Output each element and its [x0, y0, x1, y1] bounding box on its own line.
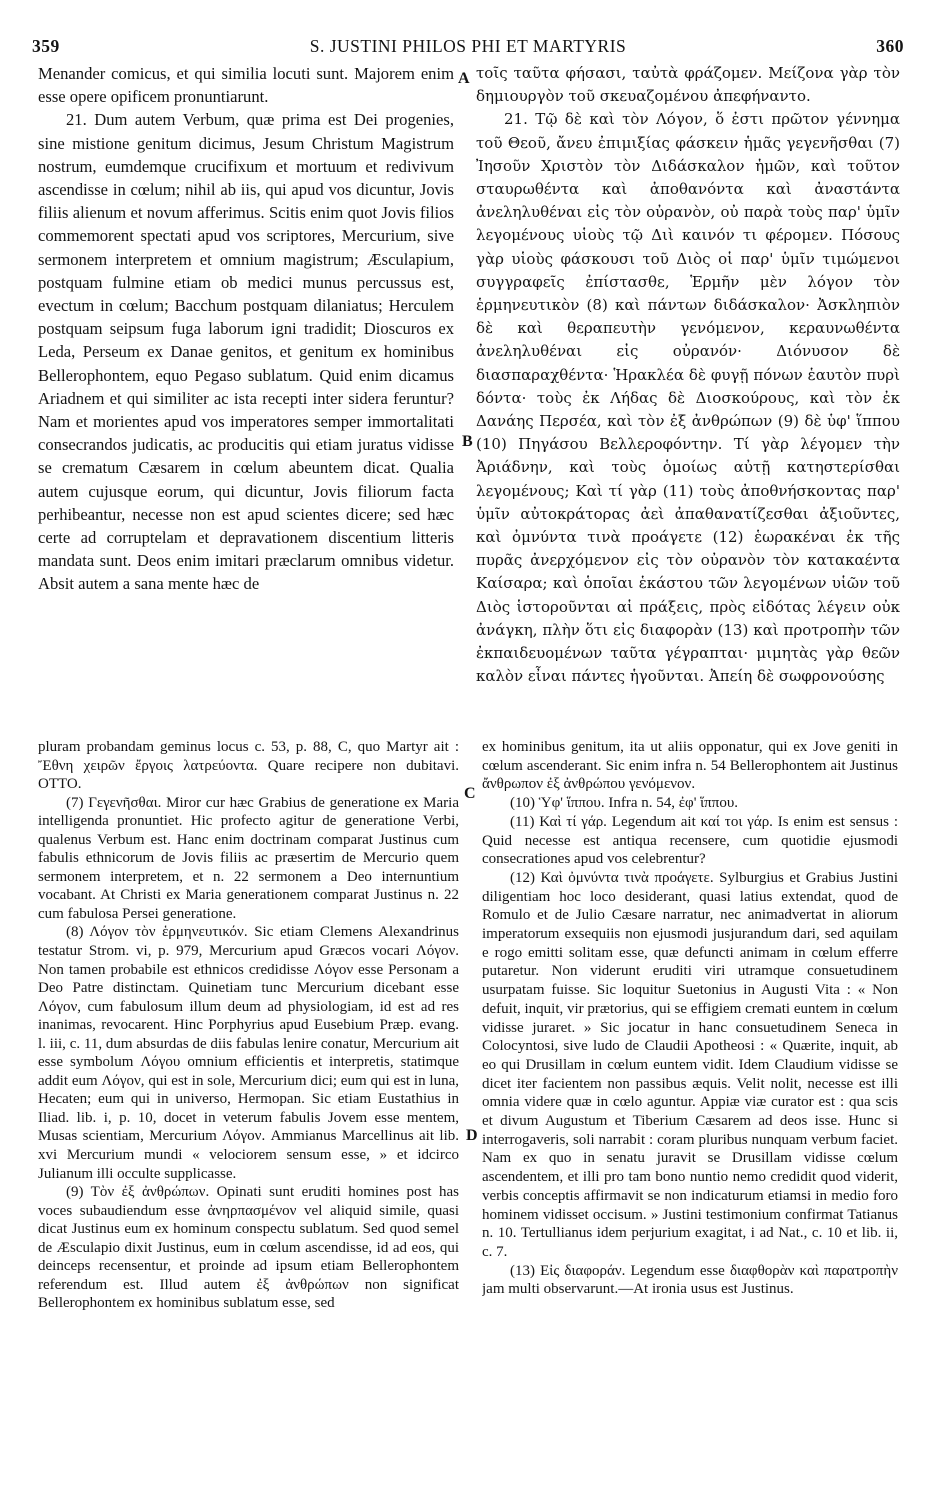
running-title: S. JUSTINI PHILOS PHI ET MARTYRIS: [309, 36, 627, 56]
footnote-paragraph: pluram probandam geminus locus c. 53, p. 88, C, quo Martyr ait : Ἔθνη χειρῶν ἔργοις λατρεύοντα. Quare recipere non dubitavi. OTTO.: [38, 739, 459, 793]
page-header: [32, 30, 904, 60]
footnote-12: (12) Καὶ ὀμνύντα τινὰ προάγετε. Sylburgius et Grabius Justini diligentiam hoc loco desiderant, quasi latius extendat, quod de Romulo et de Julio Cæsare narratur, nec animadvertat in aliorum imperatorum exsequiis non ejusmodi jusjurandum dari, sed aquilam e rogo emitti solitam esse, quæ defuncti animam in cœlum efferre putaretur. Non viderunt eruditi viri utramque consuetudinem usurpatam fuisse. Sic loquitur Suetonius in Augusti Vita : « Non defuit, inquit, vir prætorius, qui se effigiem cremati euntem in cœlum vidisse juraret. » Sic jocatur in hanc consuetudinem Seneca in Colocyntosi, sive ludo de Claudii Apotheosi : « Quærite, inquit, ab eo qui Drusillam in cœlum euntem vidit. Idem Claudium vidisse se dicet iter facientem non passibus æquis. Velit nolit, necesse est illi omnia videre quæ in cœlo aguntur. Appiæ viæ curator est : qua scis et divum Augustum et Tiberium Cæsarem ad deos isse. Hunc si interrogaveris, soli narrabit : coram pluribus nunquam verbum faciet. Nam ex quo in senatu juravit se Drusillam vidisse cœlum ascendentem, et illi pro tam bono nuntio nemo credidit quod viderit, verbis conceptis affirmavit se non indicaturum etiamsi in medio foro hominem vidisset occisum. » Justini testimonium confirmat Tatianus n. 10. Tertullianus idem perjurium exagitat, i ad Nat., c. 10 et lib. ii, c. 7.: [482, 869, 898, 1260]
latin-paragraph: Menander comicus, et qui similia locuti sunt. Majorem enim esse opere opificem pronuntiarunt.: [38, 64, 454, 107]
margin-letter-d: D: [466, 1127, 478, 1144]
footnote-paragraph: ex hominibus genitum, ita ut aliis opponatur, qui ex Jove geniti in cœlum ascenderant. Sic enim infra n. 54 Bellerophontem ait Justinus ἄνθρωπον ἐξ ἀνθρώπου γενόμενον.: [482, 739, 898, 793]
greek-paragraph: 21. Τῷ δὲ καὶ τὸν Λόγον, ὅ ἐστι πρῶτον γέννημα τοῦ Θεοῦ, ἄνευ ἐπιμιξίας φάσκειν ἡμᾶς γεγενῆσθαι (7) Ἰησοῦν Χριστὸν τὸν Διδάσκαλον ἡμῶν, καὶ τοῦτον σταυρωθέντα καὶ ἀποθανόντα καὶ ἀναστάντα ἀνεληλυθέναι εἰς τὸν οὐρανὸν, οὐ παρὰ τοὺς παρ' ὑμῖν λεγομένους υἱοὺς τῷ Διὶ καινόν τι φέρομεν. Πόσους γὰρ υἱοὺς φάσκουσι τοῦ Διὸς οἱ παρ' ὑμῖν τιμώμενοι συγγραφεῖς ἐπίστασθε, Ἑρμῆν μὲν λόγον τὸν ἑρμηνευτικὸν (8) καὶ πάντων διδάσκαλον· Ἀσκληπιὸν δὲ καὶ θεραπευτὴν γενόμενον, κεραυνωθέντα ἀνεληλυθέναι εἰς οὐρανόν· Διόνυσον δὲ διασπαραχθέντα· Ἡρακλέα δὲ φυγῇ πόνων ἑαυτὸν πυρὶ δόντα· τοὺς ἐκ Λήδας δὲ Διοσκούρους, καὶ τὸν ἐκ Δανάης Περσέα, καὶ τὸν ἐξ ἀνθρώπων (9) δὲ ὑφ' ἵππου (10) Πηγάσου Βελλεροφόντην. Τί γὰρ λέγομεν τὴν Ἀριάδνην, καὶ τοὺς ὁμοίως αὐτῇ κατηστερίσθαι λεγομένους; Καὶ τί γὰρ (11) τοὺς ἀποθνήσκοντας παρ' ὑμῖν αὐτοκράτορας ἀεὶ ἀπαθανατίζεσθαι ἀξιοῦντες, καὶ ὀμνύντα τινὰ προάγετε (12) ἑωρακέναι ἐκ τῆς πυρᾶς ἀνερχόμενον εἰς τὸν οὐρανὸν τὸν κατακαέντα Καίσαρα; καὶ ὁποῖαι ἑκάστου τῶν λεγομένων υἱῶν τοῦ Διὸς ἱστοροῦνται αἱ πράξεις, πρὸς εἰδότας λέγειν οὐκ ἀνάγκη, πλὴν ὅτι εἰς διαφορὰν (13) καὶ προτροπὴν τῶν ἐκπαιδευομένων ταῦτα γέγραπται· μιμητὰς γὰρ θεῶν καλὸν εἶναι πάντες ἡγοῦνται. Ἀπείη δὲ σωφρονούσης: [476, 110, 900, 686]
greek-text-column: [476, 62, 900, 712]
margin-letter-b: B: [462, 433, 473, 450]
footnote-10: (10) Ὑφ' ἵππου. Infra n. 54, ἐφ' ἵππου.: [510, 795, 739, 812]
footnotes-left-column: [38, 738, 459, 1493]
footnote-11: (11) Καὶ τί γάρ. Legendum ait καί τοι γάρ. Is enim est sensus : Quid necesse est antiqua recensere, cum quotidie ejusmodi consecrationes apud vos celebrentur?: [482, 813, 898, 868]
footnote-7: (7) Γεγενῆσθαι. Miror cur hæc Grabius de generatione ex Maria intelligenda pronuntiet. Hic profecto agitur de generatione Verbi, qualenus Verbum est. Hanc enim doctrinam comparat Justinus cum fabulis ethnicorum de Jovis filiis ac præsertim de Mercurio quem sermonem interpretem, et n. 22 sermonem a Deo internuntium vocabant. At Christi ex Maria generationem comparat Justinus n. 22 cum fabulosa Persei generatione.: [38, 794, 459, 922]
footnote-8: (8) Λόγον τὸν ἑρμηνευτικόν. Sic etiam Clemens Alexandrinus testatur Strom. vi, p. 979, Mercurium apud Græcos vocari Λόγον. Non tamen probabile est ethnicos credidisse Λόγον esse Personam a Deo Patre distinctam. Quinetiam tunc Mercurium dicebant esse Λόγον, cum fabulosum illum deum ad physiologiam, id est ad res inanimas, revocarent. Hinc Porphyrius apud Eusebium Præp. evang. l. iii, c. 11, dum absurdas de diis fabulas lenire conatur, Mercurium ait esse symbolum Λόγου omnium efficientis et interpretis, statimque addit eum Λόγον, qui est in sole, Mercurium dici; eum qui est in luna, Hecaten; eum qui in universo, Hermopan. Sic etiam Eustathius in Iliad. lib. i, p. 10, docet in veterum fabulis Jovem esse mentem, Musas scientiam, Mercurium Λόγον. Ammianus Marcellinus ait lib. xvi Mercurium mundi « velociorem sensum esse, » et idcirco Julianum illi occulte supplicasse.: [38, 924, 459, 1182]
page-number-right: 360: [876, 36, 904, 56]
footnotes-right-column: [482, 738, 898, 1493]
latin-text-column: [38, 62, 454, 712]
page-number-left: 359: [32, 36, 60, 56]
latin-paragraph: 21. Dum autem Verbum, quæ prima est Dei progenies, sine mistione genitum dicimus, Jesum Christum Magistrum nostrum, eumdemque crucifixum et mortuum et redivivum ascendisse in cœlum; nihil ab iis, qui apud vos dicuntur, Jovis filiis alienum et novum afferimus. Scitis enim quot Jovis filios commemorent spectati apud vos scriptores, Mercurium, sive sermonem interpretem et omnium magistrum; Æsculapium, postquam fulmine etiam ob medici munus percussus est, evectum in cœlum; Bacchum postquam dilaniatus; Herculem postquam seipsum fuga laborum igni tradidit; Dioscuros ex Leda, Perseum ex Danae genitos, et genitum ex hominibus Bellerophontem, equo Pegaso sublatum. Quid enim dicamus Ariadnem et qui similiter ac ista recepti inter sidera feruntur? Nam et morientes apud vos imperatores semper immortalitati consecrandos judicatis, ac producitis qui etiam juratus vidisse se crematum Cæsarem in cœlum abeuntem dicat. Qualia autem cujusque eorum, qui dicuntur, Jovis filiorum facta perhibeantur, necesse non est apud scientes dicere; sed hæc certe ad corruptelam et depravationem discentium litteris mandata sunt. Deos enim imitari præclarum omnibus videtur. Absit autem a sana mente hæc de: [38, 110, 454, 594]
footnote-13: (13) Εἰς διαφοράν. Legendum esse διαφθορὰν καὶ παρατροπὴν jam multi observarunt.—At ironia usus est Justinus.: [482, 1262, 898, 1298]
margin-letter-a: A: [458, 70, 470, 87]
greek-paragraph: τοῖς ταῦτα φήσασι, ταὐτὰ φράζομεν. Μείζονα γὰρ τὸν δημιουργὸν τοῦ σκευαζομένου ἀπεφήναντο.: [476, 64, 900, 106]
footnote-9: (9) Τὸν ἐξ ἀνθρώπων. Opinati sunt eruditi homines post has voces subaudiendum esse ἀνηρπασμένον vel aliquid simile, quasi dicat Justinus eum ex hominum conspectu sublatum. Sed quod semel de Æsculapio dixit Justinus, eum in cœlum ascendisse, id ad eos, qui deinceps recensentur, et proinde ad ipsum etiam Bellerophontem referendum est. Illud autem ἐξ ἀνθρώπων non significat Bellerophontem ex hominibus sublatum esse, sed: [38, 1184, 459, 1312]
margin-letter-c: C: [464, 785, 476, 802]
